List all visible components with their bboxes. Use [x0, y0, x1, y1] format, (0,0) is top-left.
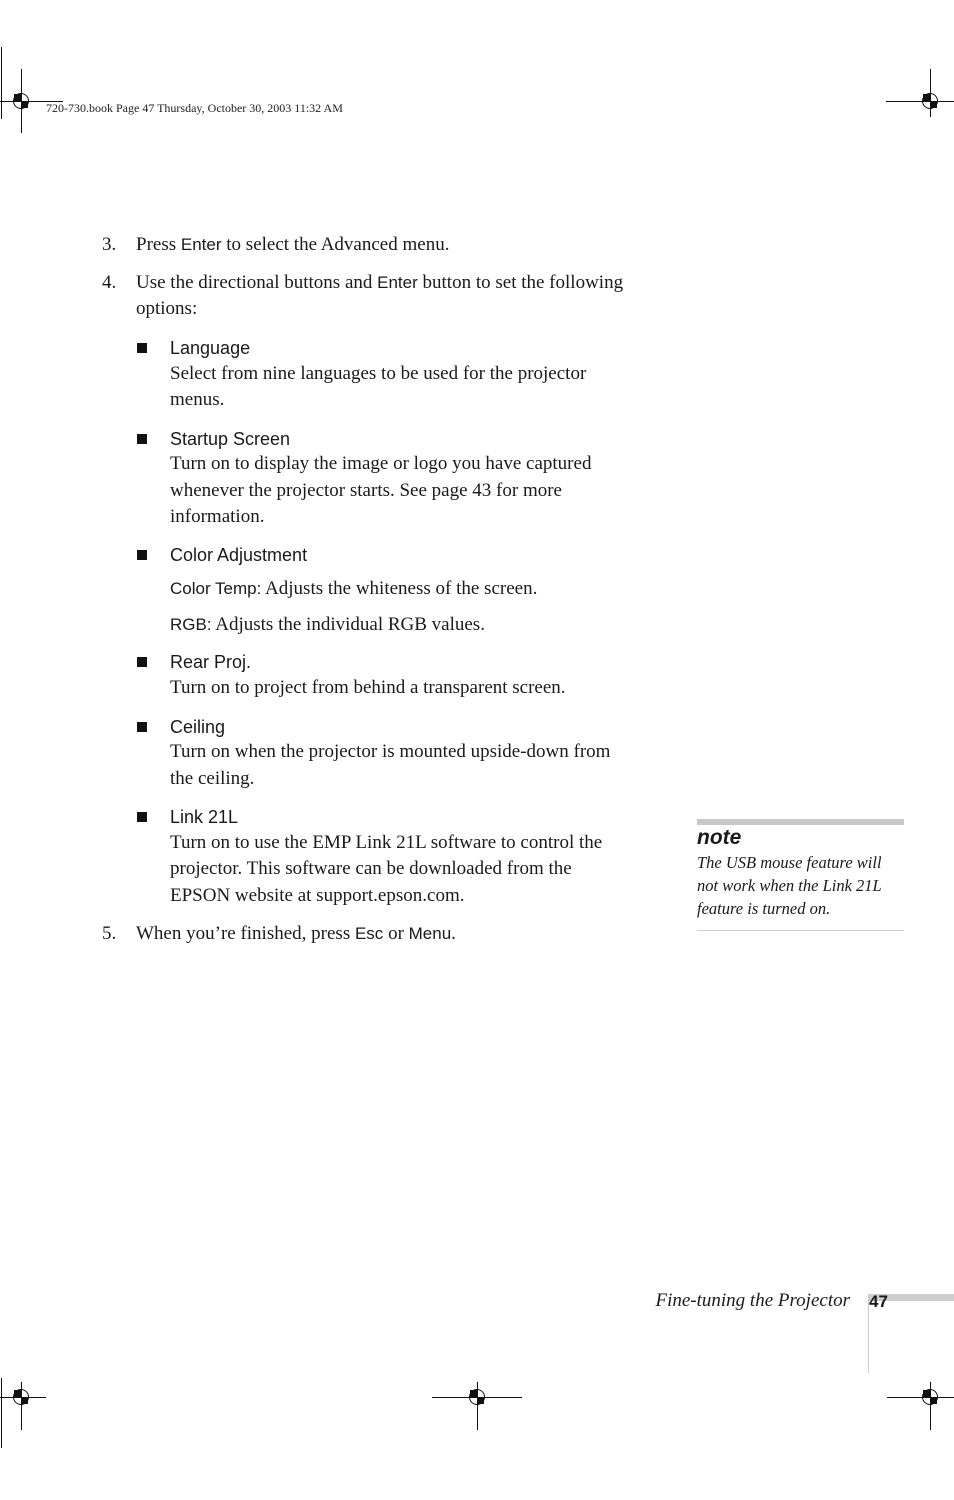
bullet-icon: [137, 343, 147, 353]
menu-key-label: Menu: [408, 924, 452, 943]
step-3: 3. Press Enter to select the Advanced menu.: [102, 232, 449, 259]
color-temp-item: Color Temp: Adjusts the whiteness of the screen.: [170, 578, 538, 599]
page-number: 47: [869, 1292, 888, 1311]
option-ceiling-name: Ceiling: [170, 717, 226, 737]
esc-key-label: Esc: [354, 924, 384, 943]
option-link21l-desc-3: EPSON website at support.epson.com.: [170, 885, 465, 906]
option-link21l-desc-1: Turn on to use the EMP Link 21L software to control the: [170, 832, 603, 853]
option-link21l-name: Link 21L: [170, 807, 239, 827]
note-title: note: [697, 826, 742, 849]
note-bottom-rule: [697, 930, 904, 931]
step-4-continuation: options:: [136, 298, 198, 319]
bullet-icon: [137, 657, 147, 667]
crop-line-left-top: [1, 47, 2, 119]
option-startup-desc-1: Turn on to display the image or logo you have captured: [170, 453, 592, 474]
bullet-icon: [137, 812, 147, 822]
note-text: The USB mouse feature will not work when the Link 21L feature is turned on.: [697, 853, 882, 918]
option-language-name: Language: [170, 338, 251, 358]
option-startup-desc-2: whenever the projector starts. See page 43 for more: [170, 480, 562, 501]
enter-key-label: Enter: [180, 235, 222, 254]
option-startup-screen-name: Startup Screen: [170, 429, 291, 449]
option-rear-proj-desc: Turn on to project from behind a transparent screen.: [170, 677, 566, 698]
bullet-icon: [137, 434, 147, 444]
step-5: 5. When you’re finished, press Esc or Menu.: [102, 921, 456, 948]
rgb-label: RGB:: [170, 615, 212, 634]
option-link21l-desc-2: projector. This software can be downloaded from the: [170, 858, 572, 879]
option-ceiling-desc-1: Turn on when the projector is mounted upside-down from: [170, 741, 611, 762]
step-number: 5.: [102, 923, 117, 944]
note-top-bar: [697, 819, 904, 825]
bullet-icon: [137, 722, 147, 732]
step-4: 4. Use the directional buttons and Enter button to set the following: [102, 270, 623, 297]
bullet-icon: [137, 550, 147, 560]
footer-section-title: Fine-tuning the Projector: [655, 1290, 850, 1311]
file-info-header: 720-730.book Page 47 Thursday, October 30, 2003 11:32 AM: [46, 101, 343, 115]
option-startup-desc-3: information.: [170, 506, 265, 527]
option-ceiling-desc-2: the ceiling.: [170, 768, 255, 789]
option-language-desc-2: menus.: [170, 389, 225, 410]
step-number: 4.: [102, 272, 117, 293]
option-rear-proj-name: Rear Proj.: [170, 652, 252, 672]
enter-key-label: Enter: [377, 273, 418, 292]
option-language-desc-1: Select from nine languages to be used for the projector: [170, 363, 587, 384]
color-temp-label: Color Temp:: [170, 579, 262, 598]
option-color-adjustment-name: Color Adjustment: [170, 545, 308, 565]
crop-line-left-bottom: [1, 1378, 2, 1448]
rgb-item: RGB: Adjusts the individual RGB values.: [170, 614, 485, 635]
step-number: 3.: [102, 234, 117, 255]
